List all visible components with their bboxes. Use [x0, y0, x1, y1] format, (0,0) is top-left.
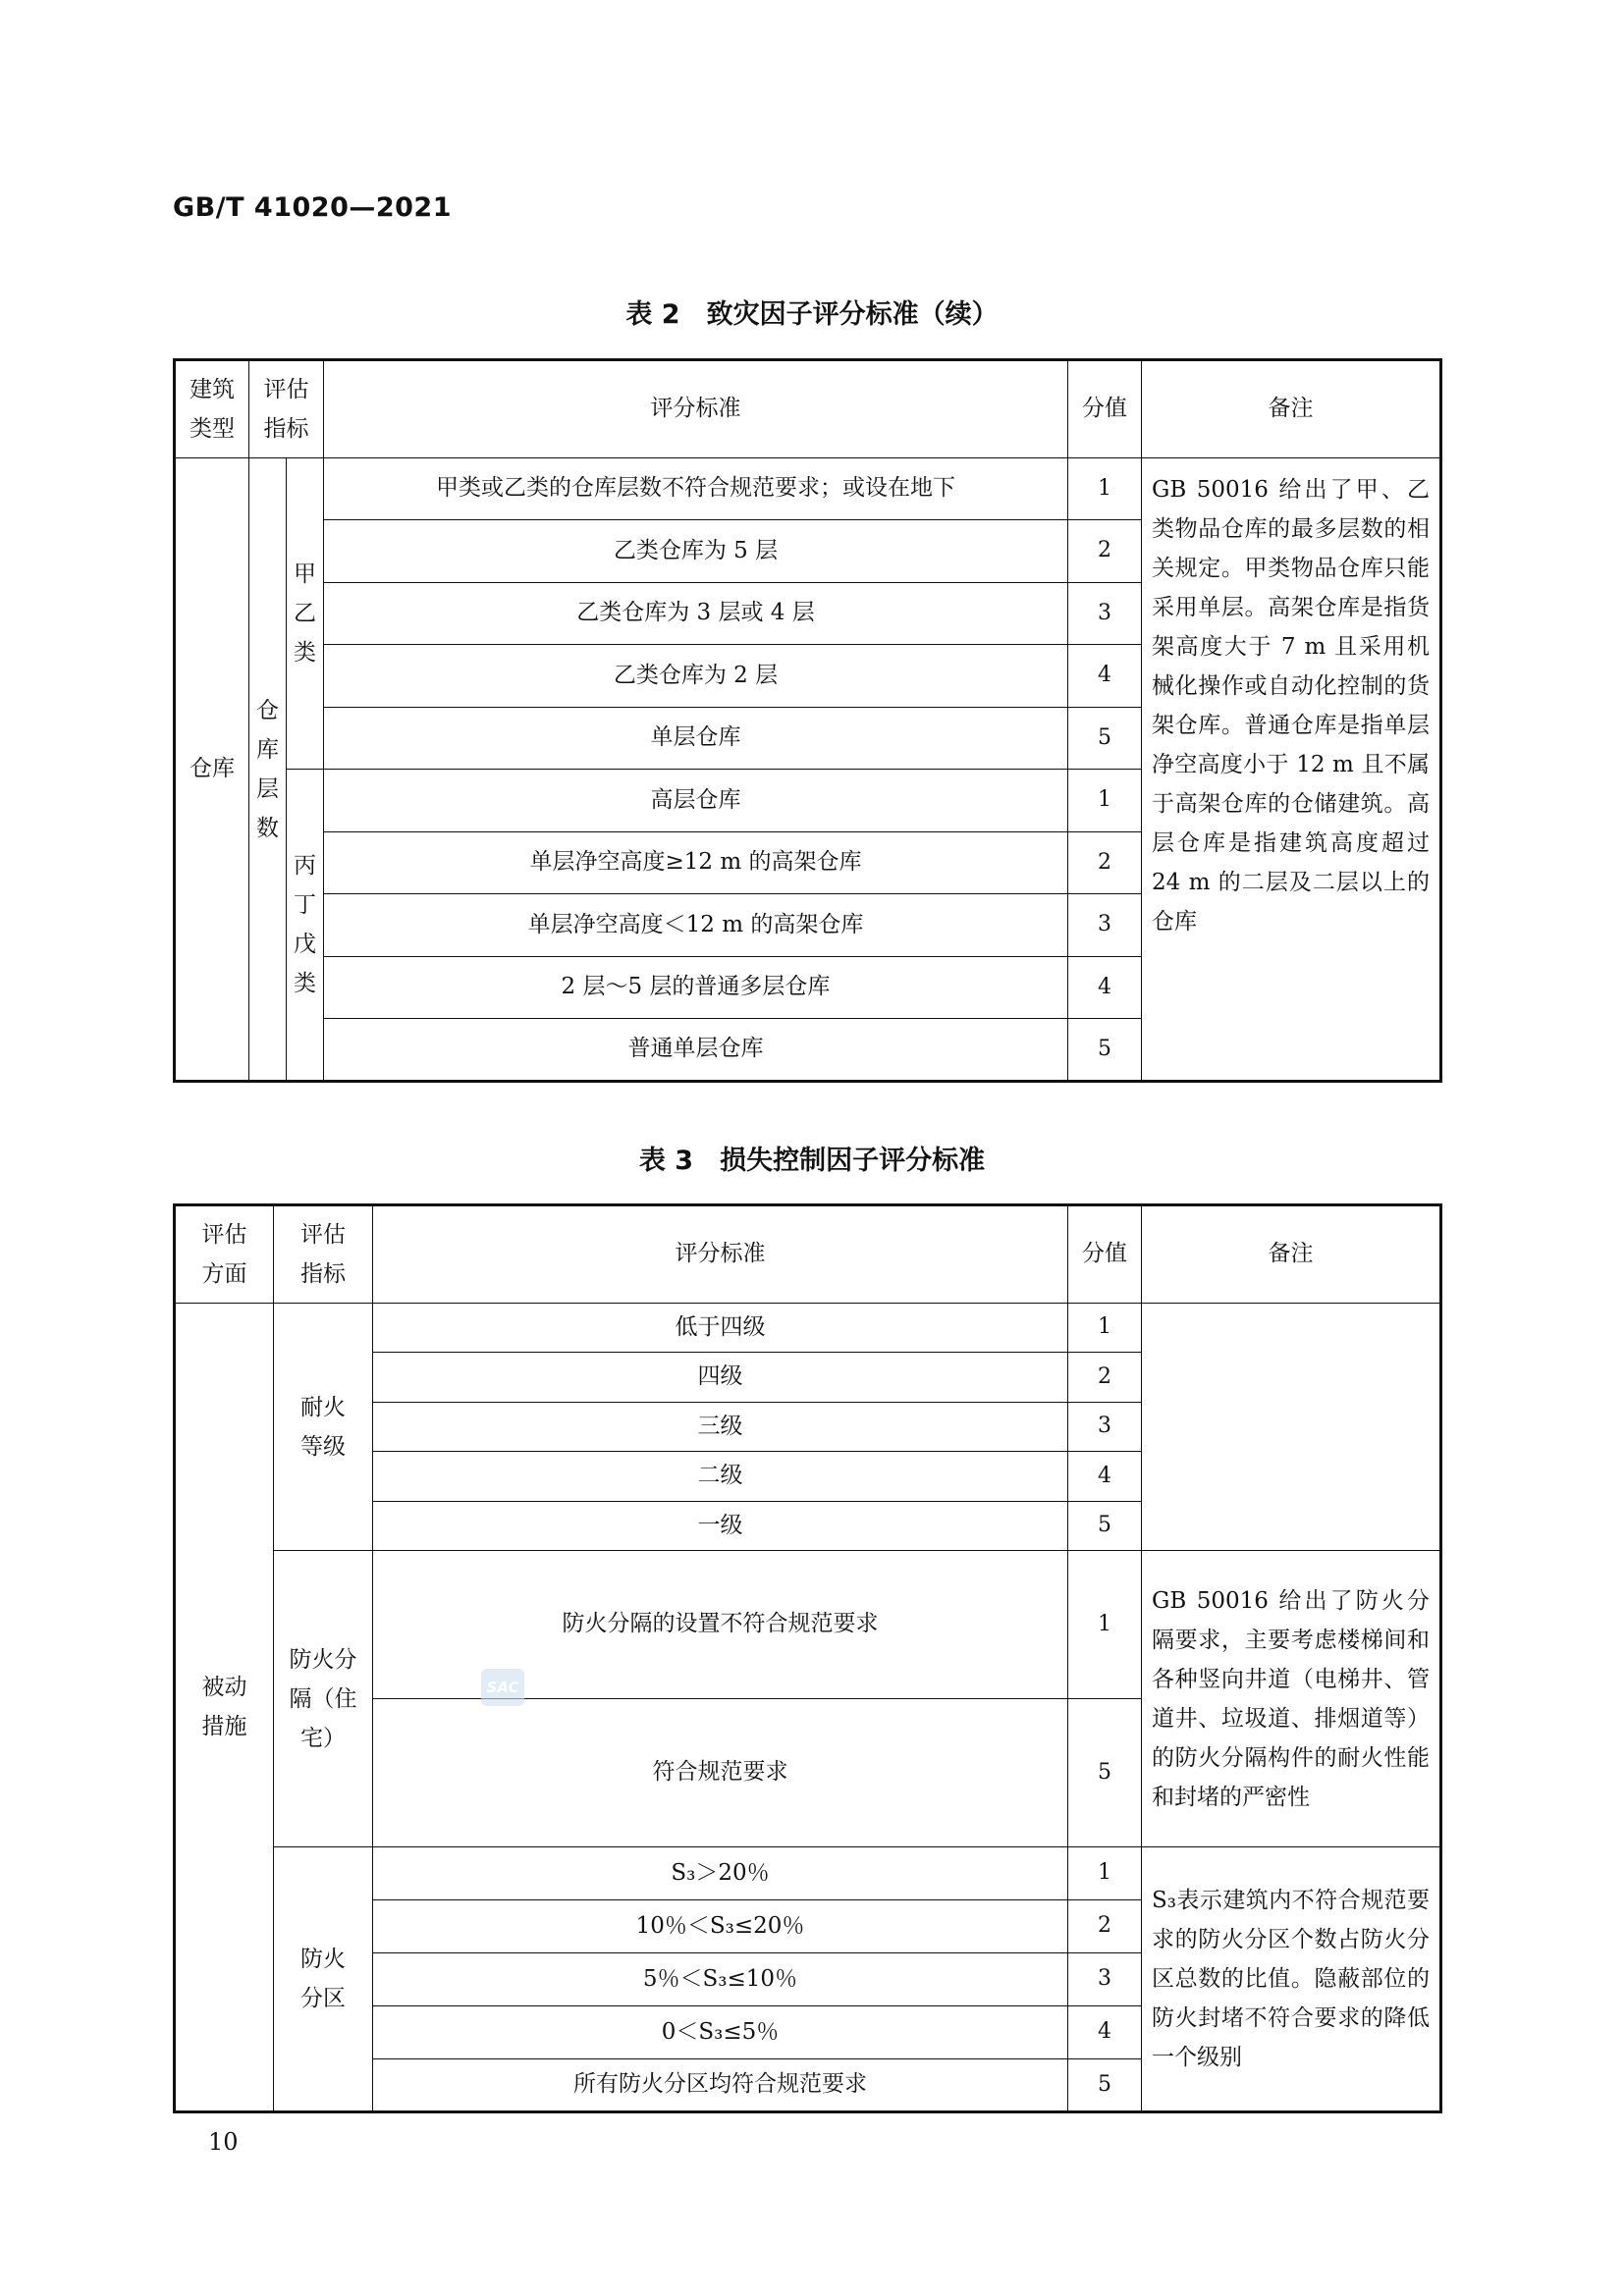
fire-rating-indicator: 耐火等级	[274, 1304, 373, 1551]
table-row	[175, 1304, 1441, 1353]
header-remark: 备注	[1142, 360, 1441, 458]
score-cell: 5	[1068, 1699, 1142, 1847]
criteria-cell: 普通单层仓库	[324, 1019, 1068, 1082]
score-cell: 2	[1068, 1353, 1142, 1403]
fire-compartment-remark: S₃表示建筑内不符合规范要求的防火分区个数占防火分区总数的比值。隐蔽部位的防火封堵不符合要求的降低一个级别	[1142, 1847, 1441, 2112]
score-cell: 2	[1068, 832, 1142, 894]
criteria-cell: 乙类仓库为 2 层	[324, 645, 1068, 708]
header-score: 分值	[1068, 1205, 1142, 1304]
score-cell: 4	[1068, 2006, 1142, 2059]
score-cell: 1	[1068, 770, 1142, 832]
score-cell: 5	[1068, 708, 1142, 770]
criteria-cell: 防火分隔的设置不符合规范要求	[373, 1551, 1068, 1699]
score-cell: 2	[1068, 1900, 1142, 1953]
header-remark: 备注	[1142, 1205, 1441, 1304]
header-criteria: 评分标准	[324, 360, 1068, 458]
criteria-cell: 高层仓库	[324, 770, 1068, 832]
criteria-cell: 单层净空高度＜12 m 的高架仓库	[324, 894, 1068, 957]
fire-separation-remark: GB 50016 给出了防火分隔要求，主要考虑楼梯间和各种竖向井道（电梯井、管道井、垃圾道、排烟道等）的防火分隔构件的耐火性能和封堵的严密性	[1142, 1551, 1441, 1847]
header-aspect: 评估方面	[175, 1205, 274, 1304]
table2-header-row	[175, 360, 1441, 458]
header-building-type: 建筑类型	[175, 360, 249, 458]
criteria-cell: 四级	[373, 1353, 1068, 1403]
score-cell: 1	[1068, 1304, 1142, 1353]
header-indicator: 评估指标	[274, 1205, 373, 1304]
score-cell: 2	[1068, 520, 1142, 583]
score-cell: 5	[1068, 1019, 1142, 1082]
score-cell: 4	[1068, 957, 1142, 1019]
criteria-cell: 5％＜S₃≤10％	[373, 1953, 1068, 2006]
score-cell: 3	[1068, 894, 1142, 957]
table-row	[175, 1847, 1441, 1900]
criteria-cell: S₃＞20％	[373, 1847, 1068, 1900]
table-row	[175, 458, 1441, 520]
criteria-cell: 2 层～5 层的普通多层仓库	[324, 957, 1068, 1019]
score-cell: 1	[1068, 1847, 1142, 1900]
score-cell: 1	[1068, 458, 1142, 520]
sac-watermark-logo: SAC	[481, 1669, 524, 1706]
criteria-cell: 单层净空高度≥12 m 的高架仓库	[324, 832, 1068, 894]
table3	[173, 1203, 1442, 2113]
indicator-cell: 仓库层数	[249, 458, 287, 1082]
group-b-cell: 丙丁戊类	[287, 770, 324, 1082]
criteria-cell: 10％＜S₃≤20％	[373, 1900, 1068, 1953]
criteria-cell: 0＜S₃≤5％	[373, 2006, 1068, 2059]
table-row	[175, 1551, 1441, 1699]
page-number: 10	[208, 2128, 239, 2156]
score-cell: 3	[1068, 583, 1142, 645]
fire-compartment-indicator: 防火分区	[274, 1847, 373, 2112]
fire-rating-remark	[1142, 1304, 1441, 1551]
criteria-cell: 三级	[373, 1403, 1068, 1452]
criteria-cell: 乙类仓库为 5 层	[324, 520, 1068, 583]
header-indicator: 评估指标	[249, 360, 324, 458]
header-criteria: 评分标准	[373, 1205, 1068, 1304]
table3-header-row	[175, 1205, 1441, 1304]
score-cell: 5	[1068, 2059, 1142, 2112]
group-a-cell: 甲乙类	[287, 458, 324, 770]
criteria-cell: 所有防火分区均符合规范要求	[373, 2059, 1068, 2112]
criteria-cell: 二级	[373, 1452, 1068, 1502]
fire-separation-indicator: 防火分隔（住宅）	[274, 1551, 373, 1847]
score-cell: 1	[1068, 1551, 1142, 1699]
table2	[173, 358, 1442, 1083]
building-type-cell: 仓库	[175, 458, 249, 1082]
criteria-cell: 一级	[373, 1502, 1068, 1551]
score-cell: 5	[1068, 1502, 1142, 1551]
criteria-cell: 单层仓库	[324, 708, 1068, 770]
score-cell: 3	[1068, 1403, 1142, 1452]
score-cell: 4	[1068, 645, 1142, 708]
criteria-cell: 低于四级	[373, 1304, 1068, 1353]
score-cell: 3	[1068, 1953, 1142, 2006]
standard-number: GB/T 41020—2021	[173, 192, 452, 223]
criteria-cell: 甲类或乙类的仓库层数不符合规范要求；或设在地下	[324, 458, 1068, 520]
criteria-cell: 符合规范要求	[373, 1699, 1068, 1847]
criteria-cell: 乙类仓库为 3 层或 4 层	[324, 583, 1068, 645]
table3-caption: 表 3 损失控制因子评分标准	[638, 1146, 986, 1176]
table2-remark: GB 50016 给出了甲、乙类物品仓库的最多层数的相关规定。甲类物品仓库只能采用单层。高架仓库是指货架高度大于 7 m 且采用机械化操作或自动化控制的货架仓库。普通仓库是指单层净空高度小于 12 m 且不属于高架仓库的仓储建筑。高层仓库是指建筑高度超过 24 m 的二层及二层以上的仓库	[1142, 458, 1441, 1082]
score-cell: 4	[1068, 1452, 1142, 1502]
header-score: 分值	[1068, 360, 1142, 458]
table2-caption: 表 2 致灾因子评分标准（续）	[625, 299, 999, 330]
aspect-cell: 被动措施	[175, 1304, 274, 2112]
